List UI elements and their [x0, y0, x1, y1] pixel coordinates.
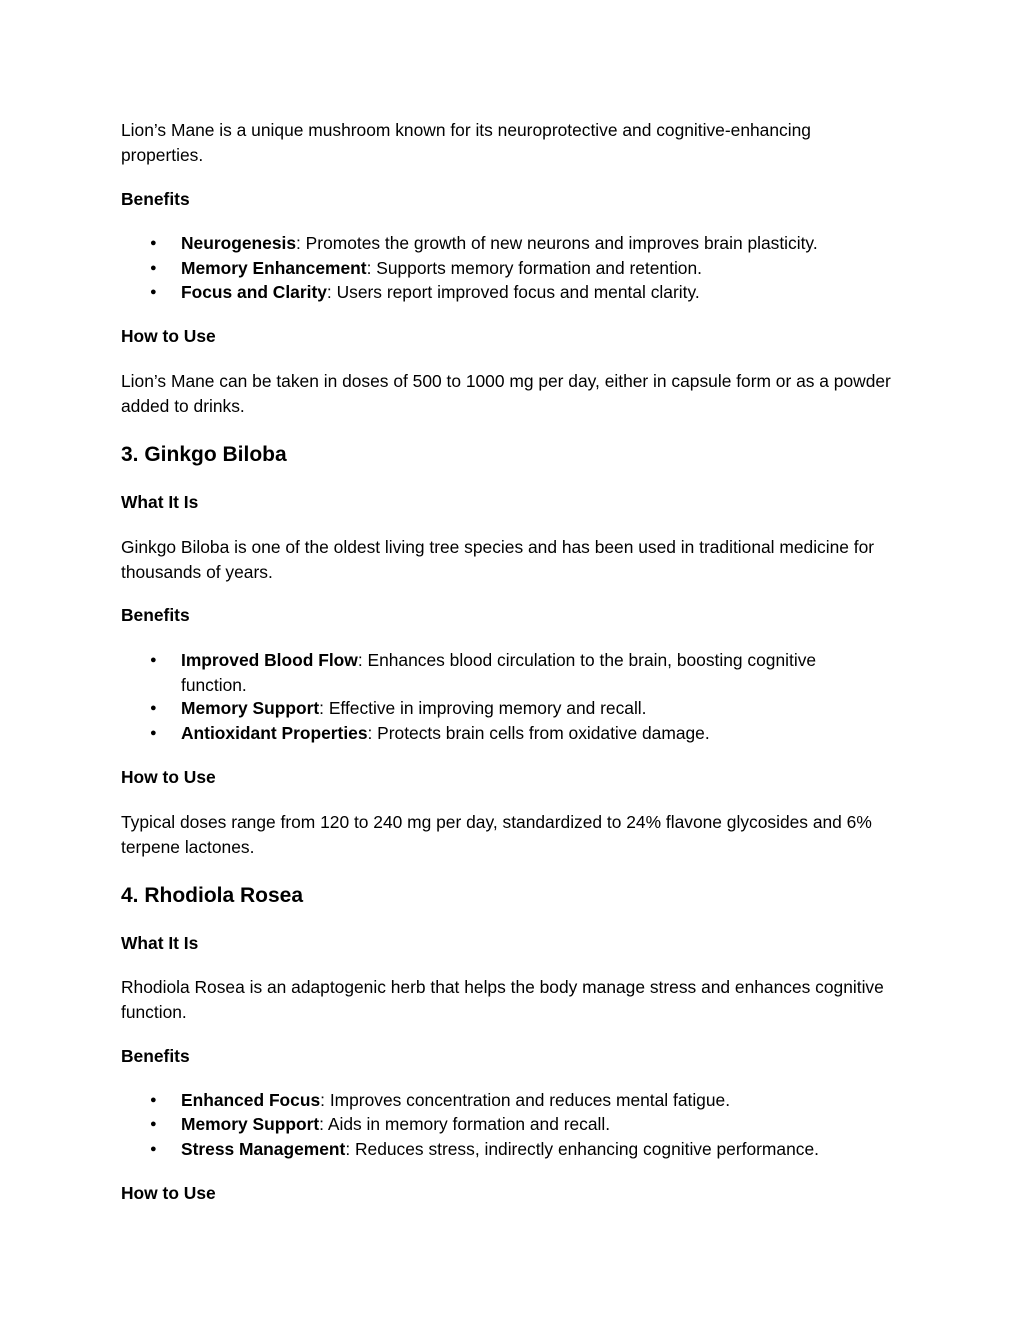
list-item	[150, 256, 870, 281]
benefit-term: Enhanced Focus	[181, 1090, 321, 1110]
bullet-icon: ●	[150, 1118, 157, 1130]
rhodiola-what-heading: What It Is	[121, 933, 199, 953]
rhodiola-what-text: Rhodiola Rosea is an adaptogenic herb that helps the body manage stress and enhances cognitive function.	[121, 977, 884, 1022]
rhodiola-benefits-heading: Benefits	[121, 1046, 190, 1066]
benefit-term: Memory Support	[181, 1114, 320, 1134]
benefit-desc: : Promotes the growth of new neurons and improves brain plasticity.	[296, 233, 818, 253]
list-item	[150, 696, 870, 721]
lions-mane-how-text: Lion’s Mane can be taken in doses of 500 to 1000 mg per day, either in capsule form or as a powder added to drinks.	[121, 371, 891, 416]
benefit-desc: : Improves concentration and reduces mental fatigue.	[320, 1090, 731, 1110]
ginkgo-what-heading: What It Is	[121, 492, 199, 512]
ginkgo-how-heading: How to Use	[121, 767, 216, 787]
bullet-icon: ●	[150, 1094, 157, 1106]
benefit-desc: : Reduces stress, indirectly enhancing cognitive performance.	[345, 1139, 819, 1159]
list-item	[150, 648, 870, 698]
rhodiola-how-heading: How to Use	[121, 1183, 216, 1203]
bullet-icon: ●	[150, 1143, 157, 1155]
benefit-desc: : Users report improved focus and mental clarity.	[326, 282, 700, 302]
ginkgo-how-text: Typical doses range from 120 to 240 mg per day, standardized to 24% flavone glycosides and 6% terpene lactones.	[121, 812, 872, 857]
lions-mane-intro: Lion’s Mane is a unique mushroom known for its neuroprotective and cognitive-enhancing properties.	[121, 120, 811, 165]
bullet-icon: ●	[150, 237, 157, 249]
benefit-term: Neurogenesis	[181, 233, 297, 253]
benefit-desc: : Effective in improving memory and recall.	[319, 698, 647, 718]
benefit-term: Antioxidant Properties	[181, 723, 368, 743]
bullet-icon: ●	[150, 262, 157, 274]
list-item	[150, 1112, 870, 1137]
list-item	[150, 280, 870, 305]
lions-mane-benefits-heading: Benefits	[121, 189, 190, 209]
benefit-term: Stress Management	[181, 1139, 346, 1159]
benefit-term: Improved Blood Flow	[181, 650, 358, 670]
list-item	[150, 231, 870, 256]
benefit-desc: : Supports memory formation and retention.	[366, 258, 702, 278]
bullet-icon: ●	[150, 727, 157, 739]
benefit-term: Focus and Clarity	[181, 282, 327, 302]
benefit-term: Memory Enhancement	[181, 258, 367, 278]
bullet-icon: ●	[150, 654, 157, 666]
benefit-term: Memory Support	[181, 698, 320, 718]
section-title-ginkgo: 3. Ginkgo Biloba	[121, 443, 287, 466]
list-item	[150, 721, 870, 746]
ginkgo-benefits-heading: Benefits	[121, 605, 190, 625]
benefit-desc: : Enhances blood circulation to the brain, boosting cognitive function.	[181, 650, 817, 695]
list-item	[150, 1137, 870, 1162]
ginkgo-what-text: Ginkgo Biloba is one of the oldest living tree species and has been used in traditional medicine for thousands of years.	[121, 537, 875, 582]
bullet-icon: ●	[150, 702, 157, 714]
benefit-desc: : Aids in memory formation and recall.	[319, 1114, 611, 1134]
list-item	[150, 1088, 870, 1113]
bullet-icon: ●	[150, 286, 157, 298]
lions-mane-how-heading: How to Use	[121, 326, 216, 346]
section-title-rhodiola: 4. Rhodiola Rosea	[121, 884, 304, 907]
benefit-desc: : Protects brain cells from oxidative damage.	[367, 723, 710, 743]
